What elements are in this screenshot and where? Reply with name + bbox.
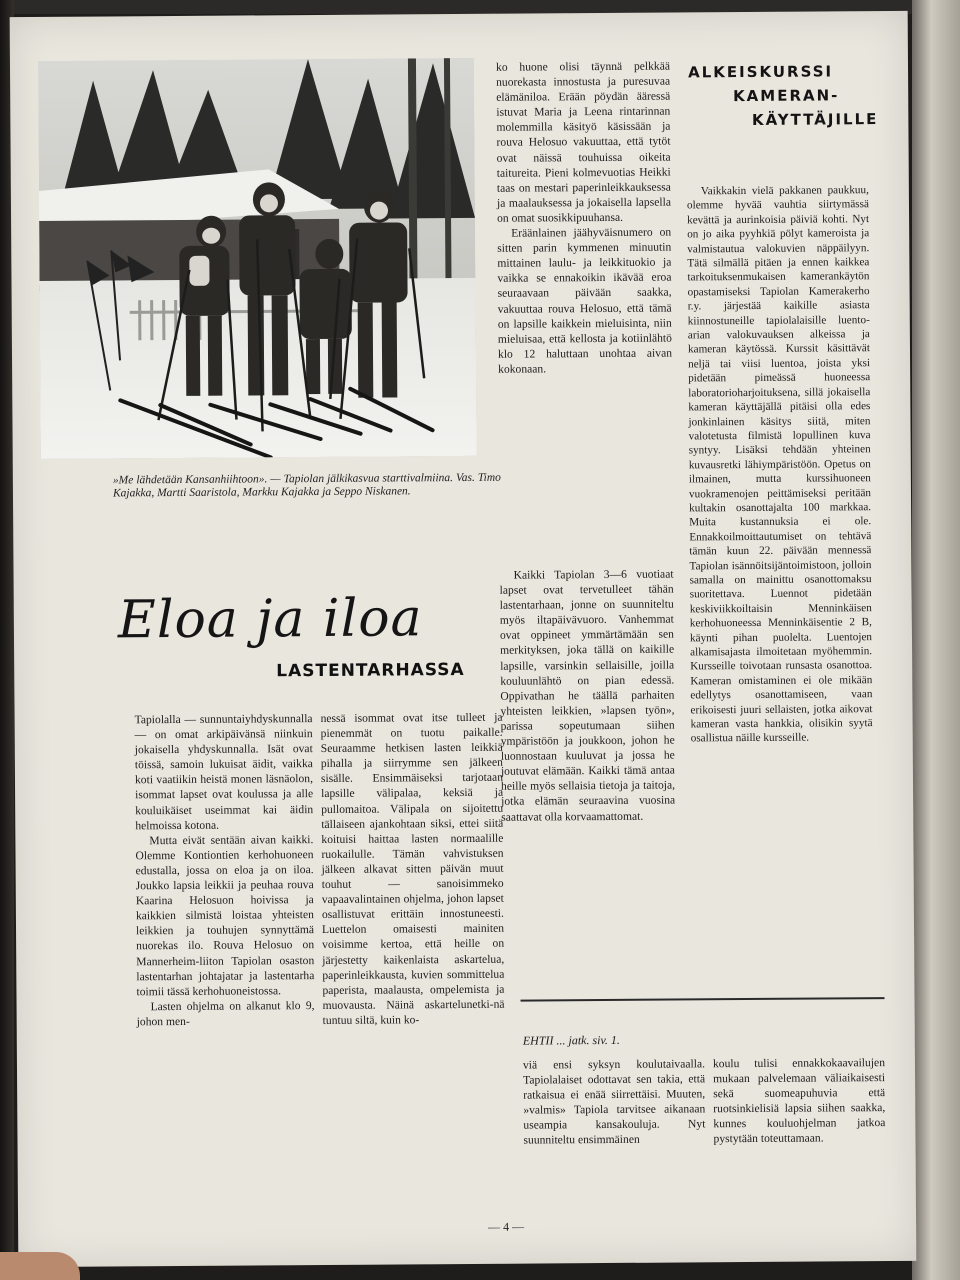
sidebar-title-line: ALKEISKURSSI xyxy=(687,62,834,82)
paragraph: koulu tulisi ennakkokaavailujen mukaan palvelemaan väliaikaisesti sekä suomeapuhuvia että ruotsinkielisiä lapsia siihen saakka, kunnes kouluohjelman jatkoa pystytään toteuttamaan. xyxy=(712,1056,886,1146)
paragraph: nessä isommat ovat itse tulleet ja pienemmät on tuotu paikalle. Seuraamme hetkisen lasten leikkiä pihalla ja siirrymme sen jälkeen sisälle. Ensimmäiseksi tarjotaan lapsille välipalaa, keksiä ja pullomaitoa. Välipala on sijoitettu tällaiseen ajankohtaan siksi, ettei siitä koituisi haittaa lasten normaalille ruokailulle. Tämän vahvistuksen jälkeen alkavat sitten päivän muut touhut — sanoisimmeko vapaavalintainen ohjelma, johon lapset osallistuvat erittäin innostuneesti. Luettelon omaisesti mainiten voisimme kertoa, että heille on järjestetty kaikenlaista askartelua, paperinleikkausta, kuvien sommittelua paperista, maalausta, ompelemista ja muovausta. Näinä askartelunetki-nä tuntuu siltä, kuin ko- xyxy=(320,710,505,1027)
headline-script: Eloa ja iloa xyxy=(117,588,423,651)
paragraph: ko huone olisi täynnä pelkkää nuorekasta innostusta ja puresuvaa elämäniloa. Erään pöydän ääressä istuvat Maria ja Leena rintarinnan molemmilla käsityö käsissään ja rouva Helosuo vakuuttaa, että tytöt ovat näissä touhuissa oikeita taitureita. Pieni kolmevuotias Heikki taas on mestari paperinleikkauksessa ja maalauksessa ja jokaisella lapsella on omat suosikkipuuhansa. xyxy=(495,59,671,225)
divider-rule xyxy=(521,997,885,1002)
article-column-3-cont xyxy=(500,567,676,825)
continuation-label: EHTII ... jatk. siv. 1. xyxy=(522,1032,620,1048)
paragraph: Vaikkakin vielä pakkanen paukkuu, olemme hyvää vauhtia siirtymässä kevättä ja aurinkoisia päiviä kohti. Nyt on jo aika pyyhkiä pölyt kameroista ja valmistautua valokuvien näppäilyyn. Tätä silmällä pitäen ja ennen kaikkea tarkoituksenmukaisen kamerankäytön opastamiseksi Tapiolan Kamerakerho r.y. järjestää kaikille asiasta kiinnostuneille tapiolalaisille luento-arian valokuvauksen alkeissa ja kameran käytössä. Kurssit käsittävät neljä tai viisi luentoa, joista yksi pidetään pimeässä huoneessa laboratorioharjoituksena, sillä jokaisella kameran käyttäjällä pitäisi olla edes jonkinlainen käsitys siitä, miten valotetusta filmistä lopullinen kuva syntyy. Lisäksi tehdään yhteinen kuvausretki lähiympäristöön. Opetus on ilmainen, mutta kurssihuoneen vuokramenojen peittämiseksi peritään kultakin osanottajalta 100 markkaa. Muita kustannuksia ei ole. Ennakkoilmoittautumiset on tehtävä tämän kuun 22. päivään mennessä Tapiolan isännöitsijäntoimistoon, jolloin samalla on mainittu osanottomaksu suoritettava. Luennot pidetään keskiviikkoiltaisin Menninkäisen kerhohuoneessa Menninkäisentie 2 B, käynti pihan puolelta. Luentojen alkamisajasta ilmoitetaan myöhemmin. Kursseille toivotaan runsasta osanottoa. Kameran omistaminen ei ole mikään edellytys osanottamiseen, vaan erikoisesti juuri sellaisten, jotka aikovat kameran vasta hankkia, olisikin syytä osallistua näille kursseille. xyxy=(686,184,873,745)
paragraph: Tapiolalla — sunnuntaiyhdyskunnalla — on omat arkipäivänsä niinkuin jokaisella yhdyskunnalla. Isät ovat töissä, samoin lukuisat äidit, vaikka koti vaatiikin heistä monen läsnäolon, isommat lapset ovat koulussa ja alle kouluikäiset useimmat kai äidin helmoissa kotona. xyxy=(134,712,314,832)
sidebar-title-line: KAMERAN- xyxy=(732,86,840,106)
photo-caption: »Me lähdetään Kansanhiihtoon». — Tapiolan jälkikasvua starttivalmiina. Vas. Timo Kajakka, Martti Saaristola, Markku Kajakka ja Seppo Niskanen. xyxy=(112,471,501,500)
sidebar-title-line: KÄYTTÄJILLE xyxy=(751,110,879,129)
sidebar-column xyxy=(687,183,873,746)
next-page-edge xyxy=(912,0,960,1280)
headline-subtitle: LASTENTARHASSA xyxy=(276,659,465,682)
paragraph: Eräänlainen jäähyväisnumero on sitten parin kymmenen minuutin mittainen laulu- ja leikkituokio ja vaikka se ennakoikin ikävää eroa seuraavaan päivään saakka, vakuuttaa rouva Helosuo, että tämä on lapsille kaikkein mieluisinta, niin mieluisaa, että kellosta ja kotiinlähtö klo 12 haluttaan unohtaa aivan kokonaan. xyxy=(497,225,673,376)
paragraph: Lasten ohjelma on alkanut klo 9, johon men- xyxy=(136,998,315,1029)
paragraph: Kaikki Tapiolan 3—6 vuotiaat lapset ovat tervetulleet tähän lastentarhaan, jonne on suunniteltu myös iltapäivävuoro. Vanhemmat ovat oppineet ymmärtämään sen merkityksen, joka tällä on kaikille lapsille, varsinkin sellaisille, joilla kouluunlähtö on pian edessä. Oppivathan he täällä parhaiten yhteisten leikkien, »lapsen työn», parissa sopeutumaan siihen ympäristöön ja joukkoon, johon he luonnostaan kuuluvat ja jossa he joutuvat elämään. Kaikki tämä antaa heille myös sellaisia tietoja ja taitoja, jotka elämän seuraavina vuosina saattavat olla korvaamattomat. xyxy=(499,567,676,824)
paragraph: viä ensi syksyn koulutaivaalla. Tapiolalaiset odottavat sen takia, että ratkaisua ei enää siirrettäisi. Muuten, »valmis» Tapiola tarvitsee aikanaan useampia kansakouluja. Nyt suunniteltu ensimmäinen xyxy=(522,1057,706,1148)
article-column-2 xyxy=(320,710,504,1028)
article-column-1 xyxy=(135,711,315,1029)
paragraph: Mutta eivät sentään aivan kaikki. Olemme Kontiontien kerhohuoneen edustalla, jossa on eloa ja on iloa. Joukko lapsia leikkii ja peuhaa rouva Kaarina Helosuon hoivissa ja kaikkien silmistä loistaa yhteisten leikkien ja touhujen synnyttämä nuorekas ilo. Rouva Helosuo on Mannerheim-liiton Tapiolan osaston lastentarhan johtajatar ja lastentarha toimii tässä kerhohuoneistossa. xyxy=(135,832,315,998)
photo-illustration xyxy=(38,58,477,459)
thumb xyxy=(0,1252,80,1280)
continuation-column-1 xyxy=(523,1056,706,1148)
continuation-column-2 xyxy=(713,1055,886,1147)
page-number: — 4 — xyxy=(488,1219,525,1234)
article-column-3 xyxy=(496,59,672,377)
children-skiing-photo xyxy=(38,58,477,459)
magazine-page xyxy=(10,11,917,1267)
sidebar-title xyxy=(682,59,878,132)
